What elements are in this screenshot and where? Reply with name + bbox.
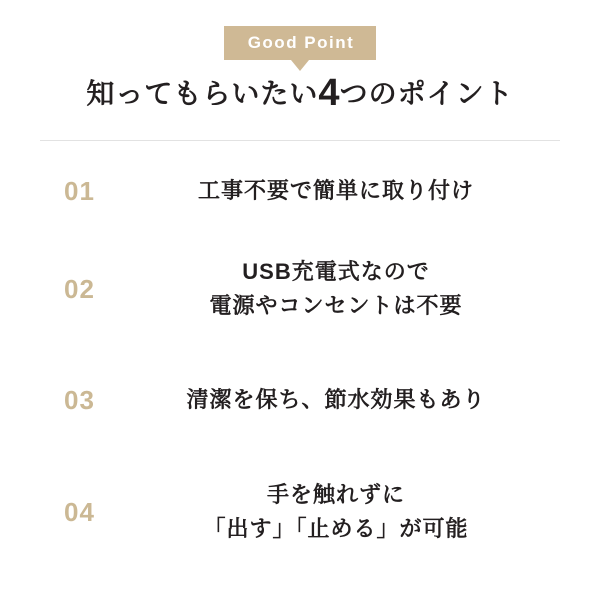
point-text-line: 「出す」「止める」が可能	[203, 516, 469, 541]
page-title-suffix: つのポイント	[339, 78, 514, 109]
list-item	[0, 452, 600, 572]
point-text	[134, 478, 556, 546]
point-number: 03	[64, 385, 95, 415]
point-text-line: 手を触れずに	[266, 481, 405, 507]
point-text	[134, 174, 556, 208]
point-text	[134, 383, 556, 417]
point-number: 02	[64, 274, 95, 304]
point-number: 01	[64, 176, 95, 206]
page-title-prefix: 知ってもらいたい	[86, 78, 319, 109]
list-item	[0, 152, 600, 230]
good-point-badge	[224, 26, 377, 60]
points-list	[0, 152, 600, 572]
list-item	[0, 230, 600, 348]
badge-container	[0, 26, 600, 60]
badge-label: Good Point	[247, 33, 355, 52]
point-text-line: 電源やコンセントは不要	[209, 293, 463, 318]
point-text-line: USB充電式なので	[242, 258, 430, 284]
point-text	[134, 255, 556, 323]
header-divider	[40, 140, 560, 141]
page-title-number: 4	[318, 72, 340, 114]
point-text-line: 工事不要で簡単に取り付け	[197, 177, 474, 203]
page-title	[0, 72, 600, 115]
list-item	[0, 348, 600, 452]
point-number: 04	[64, 497, 95, 527]
badge-pointer-icon	[291, 60, 309, 71]
point-text-line: 清潔を保ち、節水効果もあり	[186, 386, 486, 412]
